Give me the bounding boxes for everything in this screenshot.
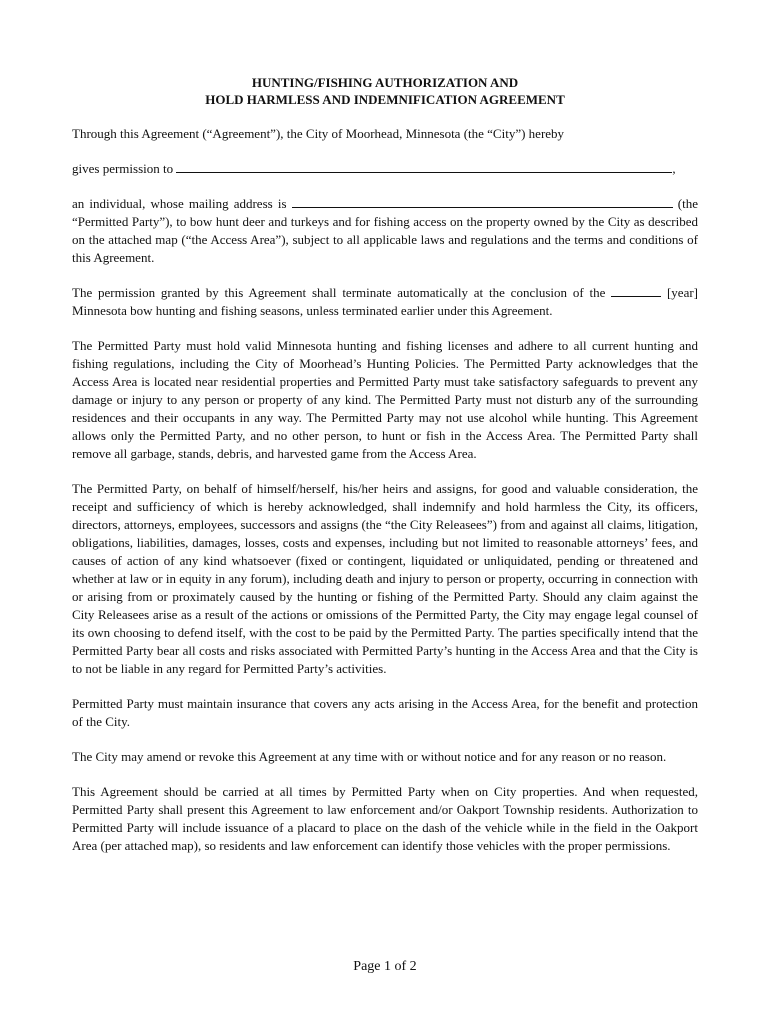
paragraph-permission bbox=[72, 160, 698, 178]
paragraph-insurance: Permitted Party must maintain insurance that covers any acts arising in the Access Area, for the benefit and protection of the City. bbox=[72, 696, 698, 729]
page-number: Page 1 of 2 bbox=[353, 959, 417, 974]
paragraph-intro: Through this Agreement (“Agreement”), the City of Moorhead, Minnesota (the “City”) hereby bbox=[72, 126, 565, 141]
termination-rest: [year] Minnesota bow hunting and fishing seasons, unless terminated earlier under this Agreement. bbox=[72, 285, 698, 318]
year-blank[interactable] bbox=[611, 285, 661, 297]
address-label: an individual, whose mailing address is bbox=[72, 196, 292, 211]
paragraph-amend: The City may amend or revoke this Agreement at any time with or without notice and for any reason or no reason. bbox=[72, 749, 667, 764]
paragraph-carry: This Agreement should be carried at all times by Permitted Party when on City properties. And when requested, Permitted Party shall present this Agreement to law enforcement and/or Oakport Township residents. Authorization to Permitted Party will include issuance of a placard to place on the dash of the vehicle while in the field in the Oakport Area (per attached map), so residents and law enforcement can identify those vehicles with the proper permissions. bbox=[72, 784, 698, 853]
address-rest: (the “Permitted Party”), to bow hunt deer and turkeys and for fishing access on the property owned by the City as described on the attached map (“the Access Area”), subject to all applicable laws and regulations and the terms and conditions of this Agreement. bbox=[72, 196, 698, 265]
paragraph-termination bbox=[72, 284, 698, 320]
title-line-2: HOLD HARMLESS AND INDEMNIFICATION AGREEMENT bbox=[205, 92, 565, 107]
paragraph-address bbox=[72, 195, 698, 267]
permission-label: gives permission to bbox=[72, 161, 177, 176]
mailing-address-blank[interactable] bbox=[292, 196, 673, 208]
paragraph-licenses: The Permitted Party must hold valid Minnesota hunting and fishing licenses and adhere to all current hunting and fishing regulations, including the City of Moorhead’s Hunting Policies. The Permitted Party acknowledges that the Access Area is located near residential properties and Permitted Party must take satisfactory safeguards to prevent any damage or injury to any person or property of any kind. The Permitted Party must not disturb any of the surrounding residences and their occupants in any way. The Permitted Party may not use alcohol while hunting. This Agreement allows only the Permitted Party, and no other person, to hunt or fish in the Access Area. The Permitted Party shall remove all garbage, stands, debris, and harvested game from the Access Area. bbox=[72, 338, 698, 461]
permitted-party-name-blank[interactable] bbox=[176, 161, 672, 173]
permission-comma: , bbox=[672, 161, 676, 176]
paragraph-indemnification: The Permitted Party, on behalf of himself/herself, his/her heirs and assigns, for good and valuable consideration, the receipt and sufficiency of which is hereby acknowledged, shall indemnify and hold harmless the City, its officers, directors, attorneys, employees, successors and assigns (the “the City Releasees”) from and against all claims, litigation, obligations, liabilities, damages, losses, costs and expenses, including but not limited to reasonable attorneys’ fees, and causes of action of any kind whatsoever (fixed or contingent, liquidated or unliquidated, pending or threatened and whether at law or in equity in any forum), including death and injury to person or property, occurring in connection with or arising from or proximately caused by the hunting or fishing of the Permitted Party. Should any claim against the City Releasees arise as a result of the actions or omissions of the Permitted Party, the City may engage legal counsel of its own choosing to defend itself, with the cost to be paid by the Permitted Party. The parties specifically intend that the Permitted Party bear all costs and risks associated with Permitted Party’s hunting in the Access Area and that the City is to not be liable in any regard for Permitted Party’s activities. bbox=[72, 481, 698, 676]
title-line-1: HUNTING/FISHING AUTHORIZATION AND bbox=[251, 75, 519, 90]
termination-text: The permission granted by this Agreement shall terminate automatically at the conclusion of the bbox=[72, 285, 612, 300]
